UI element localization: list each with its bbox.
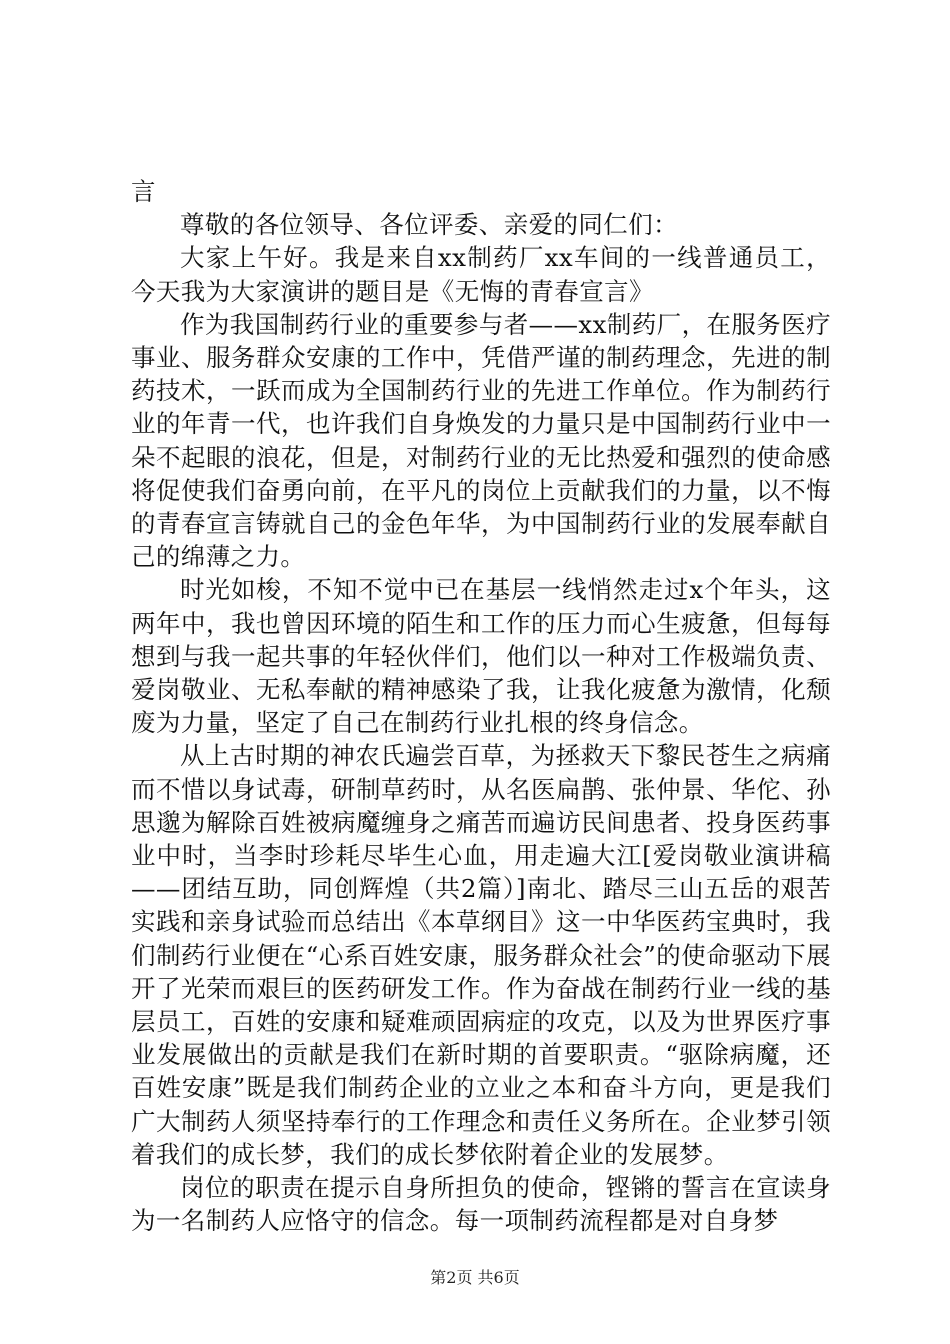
paragraph: 从上古时期的神农氏遍尝百草，为拯救天下黎民苍生之病痛而不惜以身试毒，研制草药时，从名医扁鹊、张仲景、华佗、孙思邈为解除百姓被病魔缠身之痛苦而遍访民间患者、投身医药事业中时，当李时珍耗尽毕生心血，用走遍大江[爱岗敬业演讲稿——团结互助，同创辉煌（共2篇）]南北、踏尽三山五岳的艰苦实践和亲身试验而总结出《本草纲目》这一中华医药宝典时，我们制药行业便在“心系百姓安康，服务群众社会”的使命驱动下展开了光荣而艰巨的医药研发工作。作为奋战在制药行业一线的基层员工，百姓的安康和疑难顽固病症的攻克，以及为世界医疗事业发展做出的贡献是我们在新时期的首要职责。“驱除病魔，还百姓安康”既是我们制药企业的立业之本和奋斗方向，更是我们广大制药人须坚持奉行的工作理念和责任义务所在。企业梦引领着我们的成长梦，我们的成长梦依附着企业的发展梦。 [131,741,831,1169]
paragraph: 时光如梭，不知不觉中已在基层一线悄然走过x个年头，这两年中，我也曾因环境的陌生和工作的压力而心生疲惫，但每每想到与我一起共事的年轻伙伴们，他们以一种对工作极端负责、爱岗敬业、无私奉献的精神感染了我，让我化疲惫为激情，化颓废为力量，坚定了自己在制药行业扎根的终身信念。 [131,575,831,738]
paragraph: 作为我国制药行业的重要参与者——xx制药厂，在服务医疗事业、服务群众安康的工作中，凭借严谨的制药理念，先进的制药技术，一跃而成为全国制药行业的先进工作单位。作为制药行业的年青一代，也许我们自身焕发的力量只是中国制药行业中一朵不起眼的浪花，但是，对制药行业的无比热爱和强烈的使命感将促使我们奋勇向前，在平凡的岗位上贡献我们的力量，以不悔的青春宣言铸就自己的金色年华，为中国制药行业的发展奉献自己的绵薄之力。 [131,309,831,572]
paragraph: 岗位的职责在提示自身所担负的使命，铿锵的誓言在宣读身为一名制药人应恪守的信念。每一项制药流程都是对自身梦 [131,1173,831,1236]
salutation: 尊敬的各位领导、各位评委、亲爱的同仁们： [180,210,678,240]
paragraph-fragment: 言 [131,177,156,206]
paragraph: 大家上午好。我是来自xx制药厂xx车间的一线普通员工，今天我为大家演讲的题目是《无悔的青春宣言》 [131,243,831,306]
page-footer: 第2页 共6页 [430,1268,520,1287]
body-text [131,175,831,1238]
